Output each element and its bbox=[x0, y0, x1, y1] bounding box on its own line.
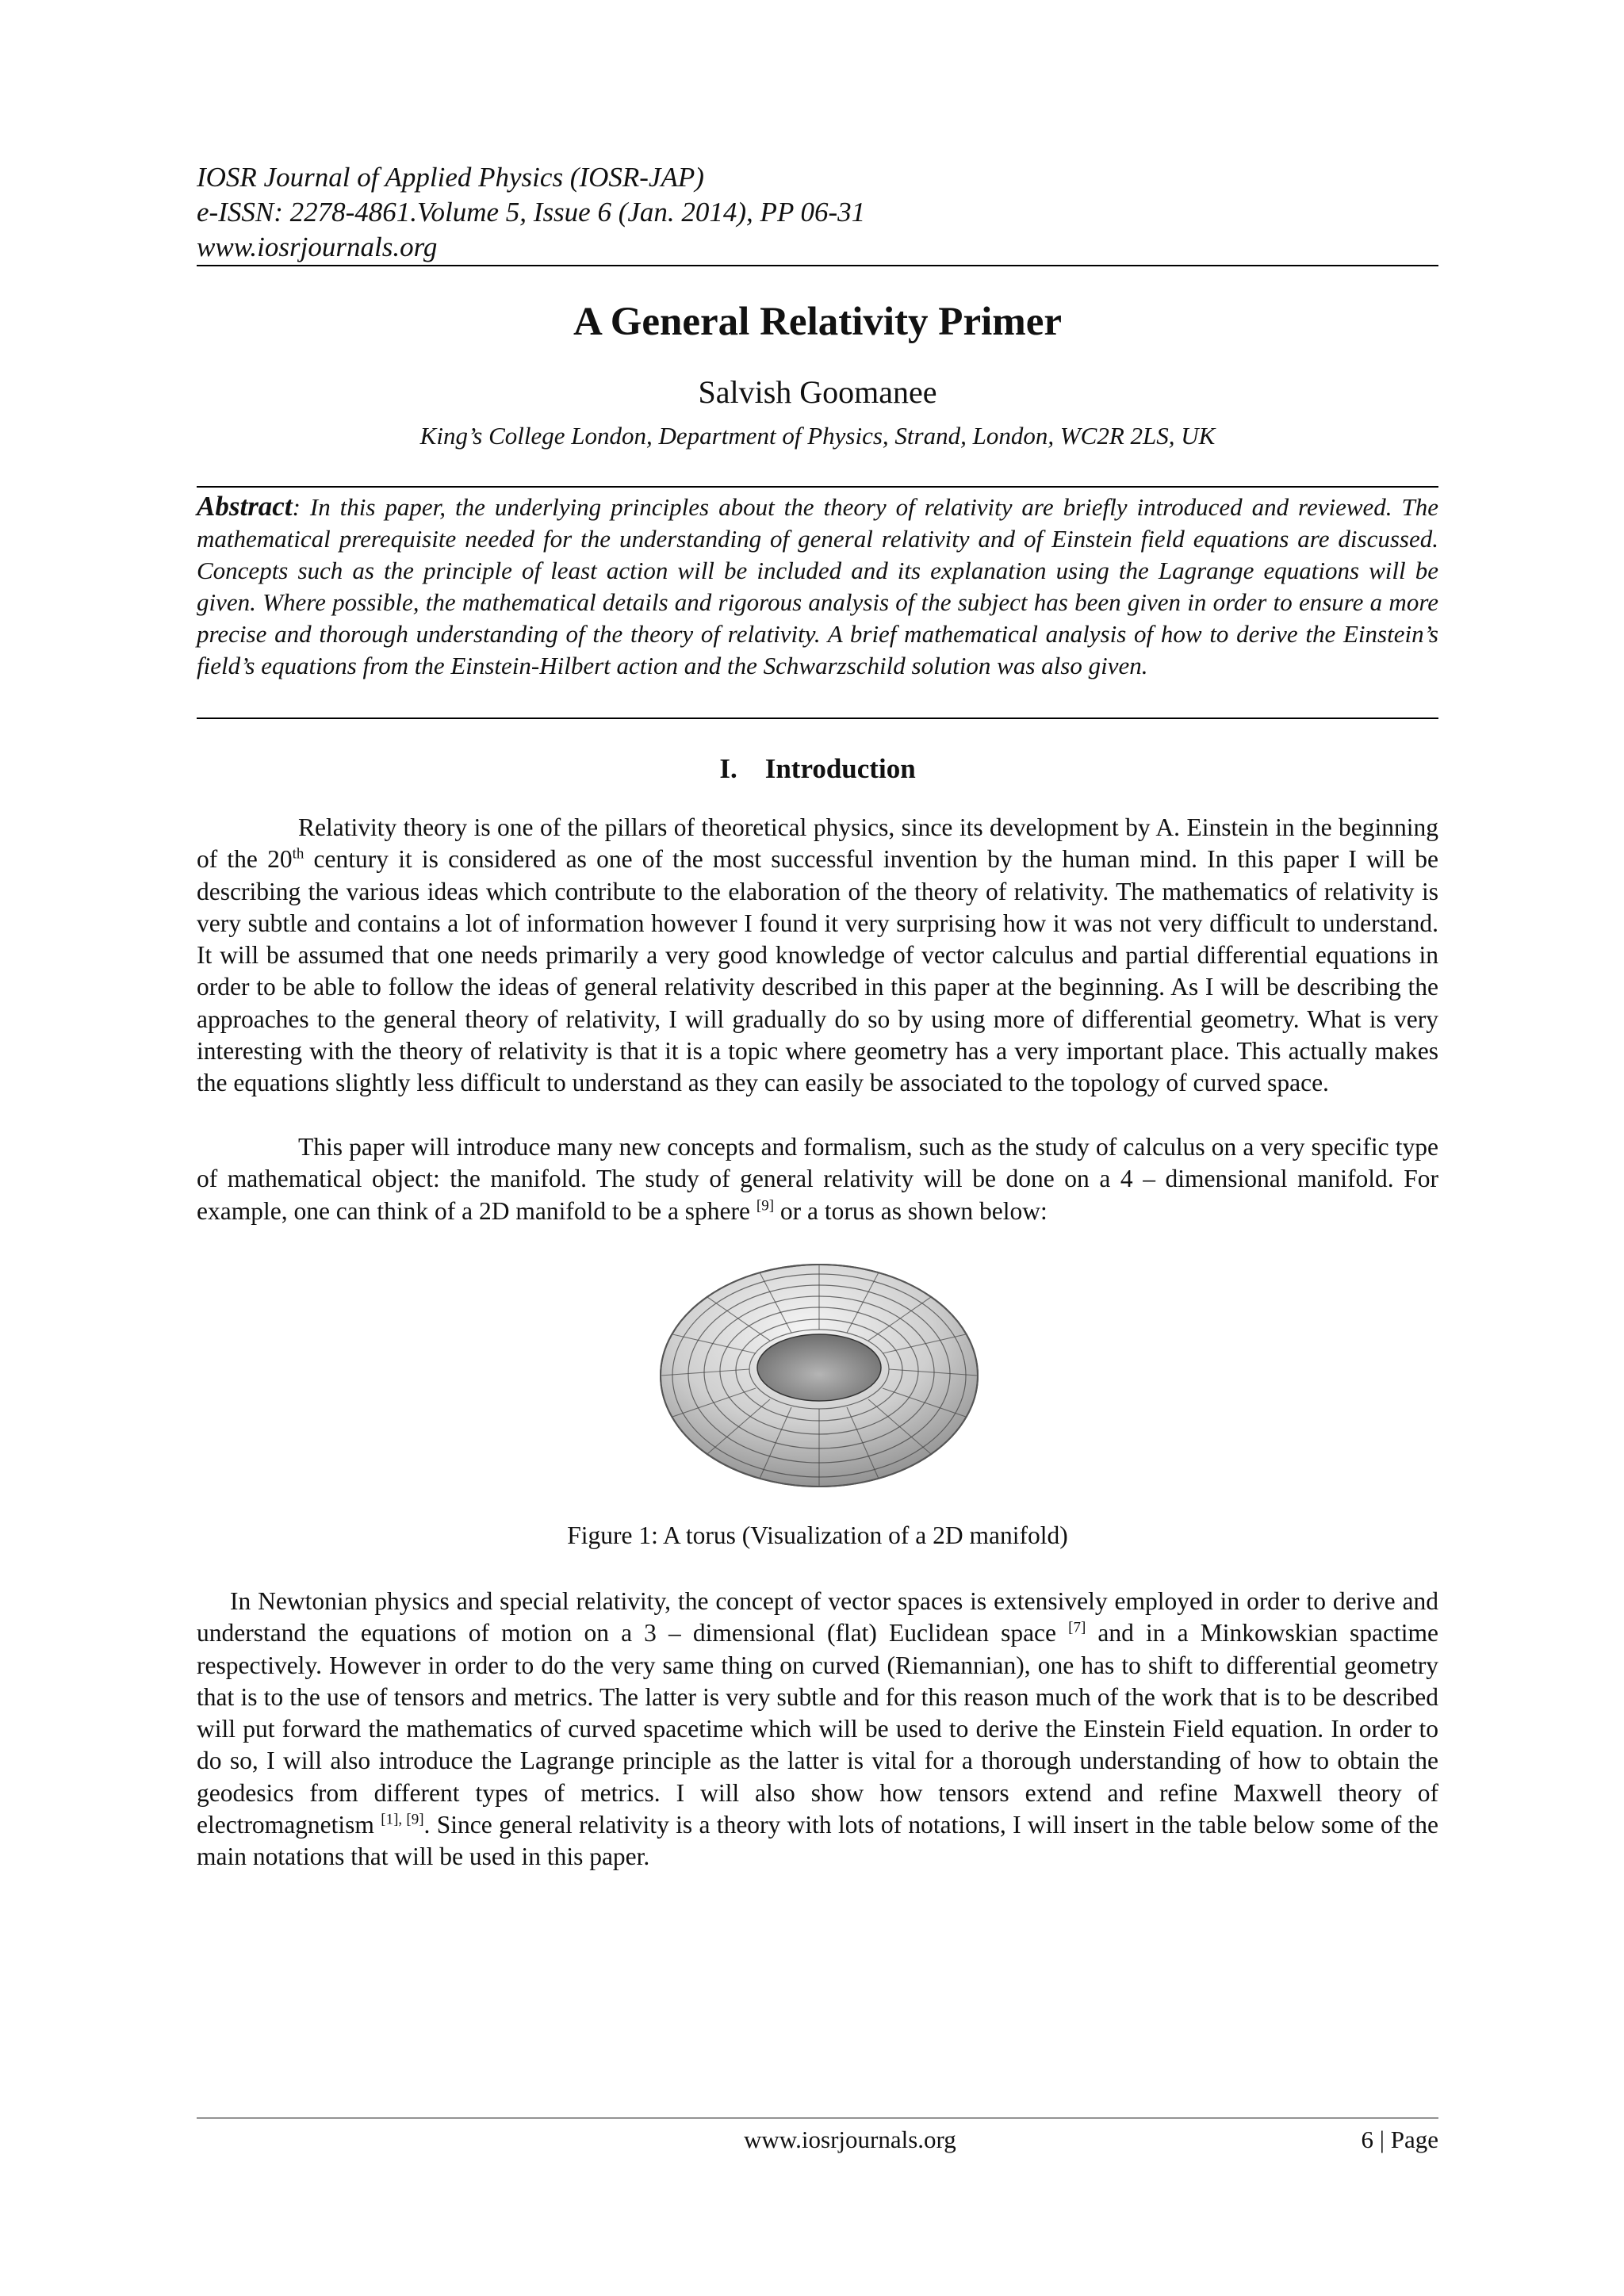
torus-image bbox=[649, 1257, 990, 1494]
para2-text-b: or a torus as shown below: bbox=[774, 1196, 1048, 1225]
header-rule bbox=[197, 265, 1438, 266]
abstract-label: Abstract bbox=[197, 491, 293, 522]
journal-issn: e-ISSN: 2278-4861.Volume 5, Issue 6 (Jan. 2014), PP 06-31 bbox=[197, 197, 866, 228]
author-name: Salvish Goomanee bbox=[698, 374, 937, 410]
intro-paragraph-3 bbox=[197, 1586, 1438, 1873]
journal-header bbox=[197, 160, 1438, 265]
intro-paragraph-1 bbox=[197, 812, 1438, 1100]
abstract-text: : In this paper, the underlying principles about the theory of relativity are briefly introduced and reviewed. The mathematical prerequisite needed for the understanding of general relativity and of Einstein field equations are discussed. Concepts such as the principle of least action will be included and its explanation using the Lagrange equations will be given. Where possible, the mathematical details and rigorous analysis of the subject has been given in order to ensure a more precise and thorough understanding of the theory of relativity. A brief mathematical analysis of how to derive the Einstein’s field’s equations from the Einstein-Hilbert action and the Schwarzschild solution was also given. bbox=[197, 493, 1438, 679]
footer-url[interactable]: www.iosrjournals.org bbox=[744, 2126, 956, 2153]
section-number: I. bbox=[719, 753, 737, 784]
journal-url[interactable]: www.iosrjournals.org bbox=[197, 232, 438, 262]
paper-title: A General Relativity Primer bbox=[573, 300, 1063, 344]
para3-text-a: In Newtonian physics and special relativity, the concept of vector spaces is extensively employed in order to derive and understand the equations of motion on a 3 – dimensional (flat) Euclidean space bbox=[197, 1587, 1438, 1647]
torus-figure bbox=[649, 1257, 990, 1494]
abstract-bottom-rule bbox=[197, 718, 1438, 719]
para1-text-a: Relativity theory is one of the pillars of theoretical physics, since its development by A. Einstein in the beginning of the 20 bbox=[197, 813, 1438, 874]
citation[interactable]: [9] bbox=[756, 1197, 775, 1215]
superscript: th bbox=[292, 845, 304, 863]
figure-caption: Figure 1: A torus (Visualization of a 2D manifold) bbox=[567, 1521, 1068, 1549]
section-heading bbox=[197, 752, 1438, 786]
citation[interactable]: [7] bbox=[1068, 1619, 1086, 1636]
para1-text-b: century it is considered as one of the most successful invention by the human mind. In this paper I will be describing the various ideas which contribute to the elaboration of the theory of relativity. The mathematics of relativity is very subtle and contains a lot of information however I found it very surprising how it was not very difficult to understand. It will be assumed that one needs primarily a very good knowledge of vector calculus and partial differential equations in order to be able to follow the ideas of general relativity described in this paper at the beginning. As I will be describing the approaches to the general theory of relativity, I will gradually do so by using more of differential geometry. What is very interesting with the theory of relativity is that it is a topic where geometry has a very important place. This actually makes the equations slightly less difficult to understand as they can easily be associated to the topology of curved space. bbox=[197, 845, 1438, 1097]
abstract bbox=[197, 491, 1438, 682]
page-number: 6 | Page bbox=[1361, 2126, 1438, 2153]
author-affiliation: King’s College London, Department of Physics, Strand, London, WC2R 2LS, UK bbox=[419, 422, 1216, 450]
intro-paragraph-2 bbox=[197, 1131, 1438, 1227]
para3-text-b: and in a Minkowskian spactime respectively. However in order to do the very same thing on curved (Riemannian), one has to shift to differential geometry that is to the use of tensors and metrics. The latter is very subtle and for this reason much of the work that is to be described will put forward the mathematics of curved spacetime which will be used to derive the Einstein Field equation. In order to do so, I will also introduce the Lagrange principle as the latter is vital for a thorough understanding of how to obtain the geodesics from different types of metrics. I will also show how tensors extend and refine Maxwell theory of electromagnetism bbox=[197, 1619, 1439, 1839]
journal-name: IOSR Journal of Applied Physics (IOSR-JAP) bbox=[197, 162, 704, 193]
citation[interactable]: [1], [9] bbox=[381, 1811, 424, 1828]
abstract-top-rule bbox=[197, 486, 1438, 488]
section-title: Introduction bbox=[764, 753, 916, 784]
paper-page bbox=[197, 0, 1438, 2296]
para3-text-c: . Since general relativity is a theory with lots of notations, I will insert in the table below some of the main notations that will be used in this paper. bbox=[197, 1811, 1439, 1871]
para2-text-a: This paper will introduce many new concepts and formalism, such as the study of calculus on a very specific type of mathematical object: the manifold. The study of general relativity will be done on a 4 – dimensional manifold. For example, one can think of a 2D manifold to be a sphere bbox=[197, 1133, 1438, 1225]
